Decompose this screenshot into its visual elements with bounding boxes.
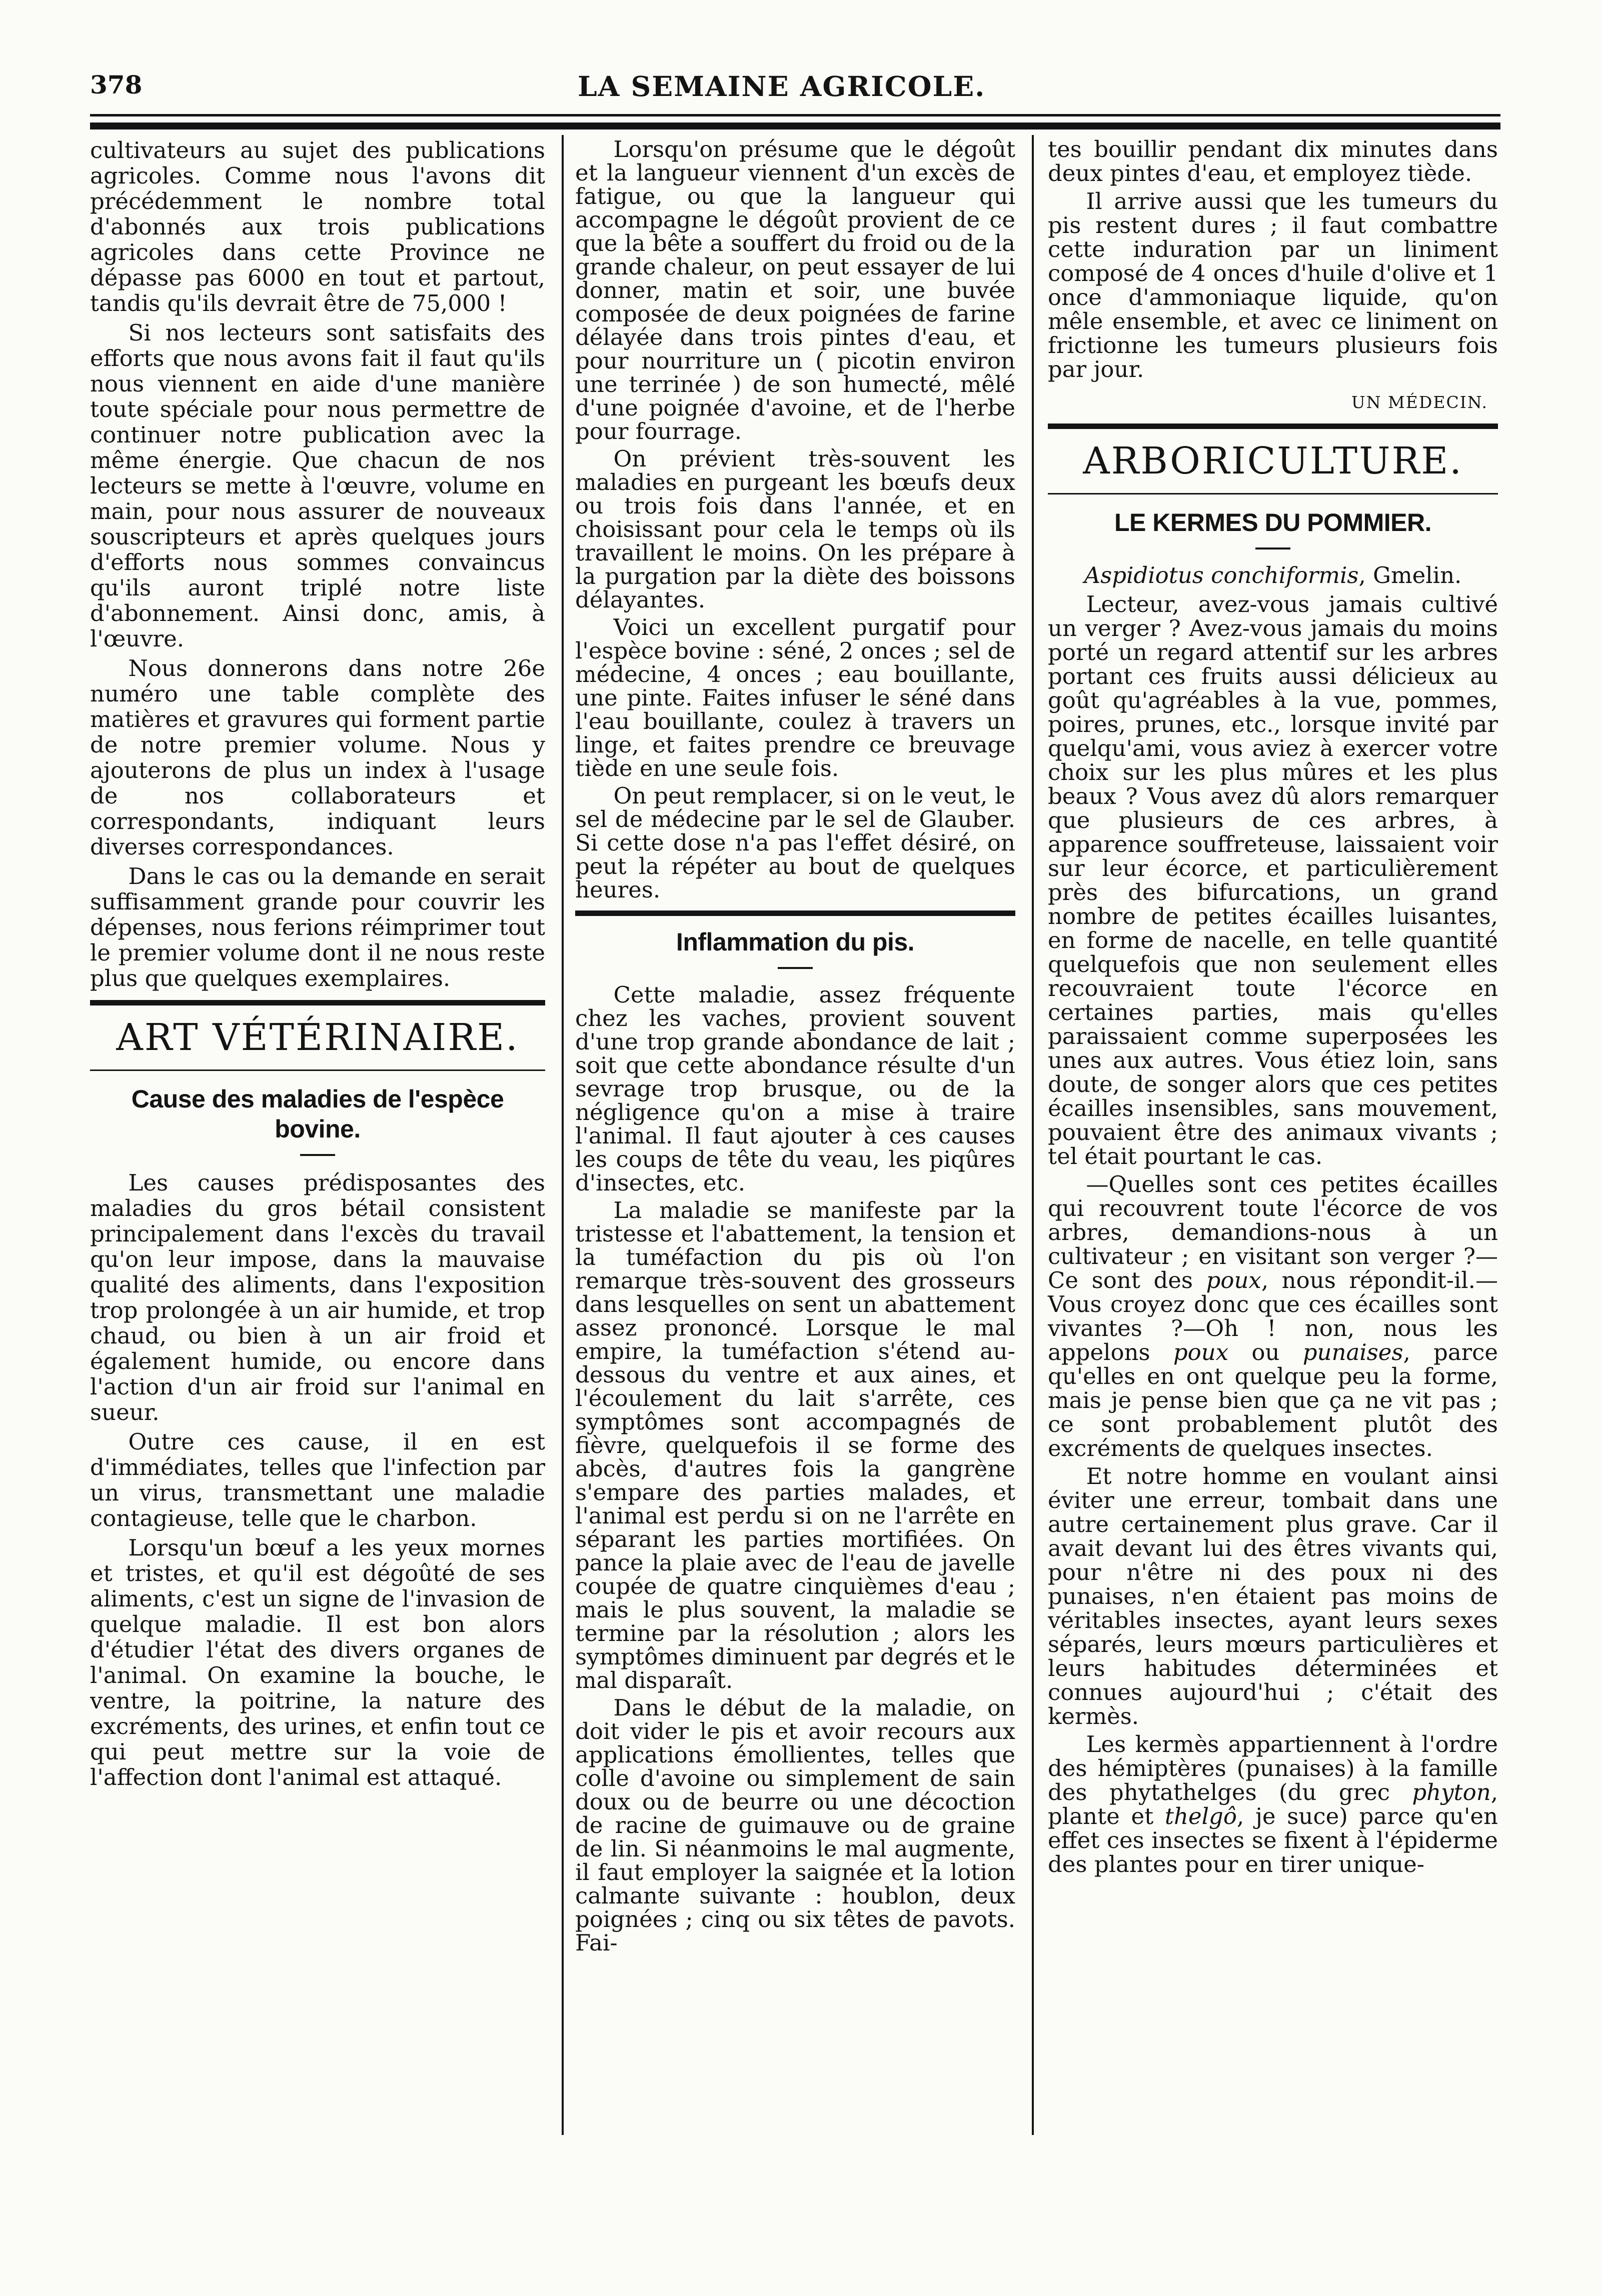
column-rule-left	[562, 135, 564, 2135]
latin-name-line	[1048, 564, 1498, 588]
paragraph: Lorsqu'on présume que le dégoût et la langueur viennent d'un excès de fatigue, ou que la langueur qui accompagne le dégoût provient de ce que la bête a souffert du froid ou de la grande chaleur, on peut essayer de lui donner, matin et soir, une buvée composée de deux poignées de farine délayée dans trois pintes d'eau, et pour nourriture un ( picotin environ une terrinée ) de son humecté, mêlé d'une poignée d'avoine, et de l'herbe pour fourrage.	[575, 136, 1015, 444]
paragraph: Lorsqu'un bœuf a les yeux mornes et tristes, et qu'il est dégoûté de ses aliments, c'est un signe de l'invasion de quelque maladie. Il est bon alors d'étudier l'état des divers organes de l'animal. On examine la bouche, le ventre, la poitrine, la nature des excréments, des urines, et enfin tout ce qui peut mettre sur la voie de l'affection dont l'animal est attaqué.	[90, 1534, 545, 1790]
paragraph: Nous donnerons dans notre 26e numéro une table complète des matières et gravures qui forment partie de notre premier volume. Nous y ajouterons de plus un index à l'usage de nos collaborateurs et correspondants, indiquant leurs diverses correspondances.	[90, 655, 545, 860]
paragraph: Lecteur, avez-vous jamais cultivé un verger ? Avez-vous jamais du moins porté un regard attentif sur les arbres portant ces fruits aussi délicieux au goût qu'agréables à la vue, pommes, poires, prunes, etc., lorsque invité par quelqu'ami, vous aviez à exercer votre choix sur les plus mûres et les plus beaux ? Vous avez dû alors remarquer que plusieurs de ces arbres, à apparence souffreteuse, laissaient voir sur leur écorce, et particulièrement près des bifurcations, un grand nombre de petites écailles luisantes, en forme de nacelle, en telle quantité quelquefois que non seulement elles recouvraient toute l'écorce en certaines parties, mais qu'elles paraissaient comme superposées les unes aux autres. Vous étiez loin, sans doute, de songer alors que ces petites écailles insensibles, sans mouvement, pouvaient être des animaux vivants ; tel était pourtant le cas.	[1048, 591, 1498, 1170]
section-rule	[1048, 493, 1498, 494]
paragraph: Les causes prédisposantes des maladies du gros bétail consistent principalement dans l'excès du travail qu'on leur impose, dans la mauvaise qualité des aliments, dans l'exposition trop prolongée à un air humide, et trop chaud, ou bien à un air froid et également humide, ou encore dans l'action d'un air froid sur l'animal en sueur.	[90, 1170, 545, 1426]
section-rule	[1048, 424, 1498, 429]
column-2	[575, 138, 1015, 1958]
column-rule-right	[1032, 135, 1034, 2135]
section-rule	[90, 1070, 545, 1071]
paragraph: Il arrive aussi que les tumeurs du pis restent dures ; il faut combattre cette induration par un liniment composé de 4 onces d'huile d'olive et 1 once d'ammoniaque liquide, qu'on mêle ensemble, et avec ce liniment on frictionne les tumeurs plusieurs fois par jour.	[1048, 188, 1498, 382]
paragraph: tes bouillir pendant dix minutes dans deux pintes d'eau, et employez tiède.	[1048, 136, 1498, 186]
latin-author: , Gmelin.	[1358, 562, 1462, 588]
paragraph	[1048, 1732, 1498, 1876]
italic-term: phyton	[1412, 1779, 1491, 1806]
column-3	[1048, 138, 1498, 1880]
section-title-arboriculture: ARBORICULTURE.	[1083, 440, 1463, 482]
text-run: , je suce) parce qu'en effet ces insectes se fixent à l'épiderme des plantes pour en tirer unique-	[1048, 1803, 1498, 1878]
paragraph: Voici un excellent purgatif pour l'espèce bovine : séné, 2 onces ; sel de médecine, 4 onces ; eau bouillante, une pinte. Faites infuser le séné dans l'eau bouillante, coulez à travers un linge, et faites prendre ce breuvage tiède en une seule fois.	[575, 614, 1015, 782]
text-run: , parce qu'elles en ont quelque peu la forme, mais je pense bien que ça ne vit pas ; ce sont probablement plutôt des excréments de quelques insectes.	[1048, 1339, 1498, 1462]
dash-separator	[1255, 548, 1290, 550]
article-title-cause-maladies: Cause des maladies de l'espèce bovine.	[131, 1085, 504, 1143]
latin-name: Aspidiotus conchiformis	[1084, 562, 1359, 588]
text-run: , plante et	[1048, 1779, 1498, 1830]
paragraph: cultivateurs au sujet des publications agricoles. Comme nous l'avons dit précédemment le nombre total d'abonnés aux trois publications agricoles dans cette Province ne dépasse pas 6000 en tout et partout, tandis qu'ils devrait être de 75,000 !	[90, 137, 545, 316]
running-head: LA SEMAINE AGRICOLE.	[578, 70, 986, 102]
italic-term: poux	[1206, 1267, 1261, 1294]
paragraph: On peut remplacer, si on le veut, le sel de médecine par le sel de Glauber. Si cette dose n'a pas l'effet désiré, on peut la répéter au bout de quelques heures.	[575, 782, 1015, 903]
paragraph: Dans le début de la maladie, on doit vider le pis et avoir recours aux applications émollientes, telles que colle d'avoine ou simplement de sain doux ou de beurre ou une décoction de racine de guimauve ou de graine de lin. Si néanmoins le mal augmente, il faut employer la saignée et la lotion calmante suivante : houblon, deux poignées ; cinq ou six têtes de pavots. Fai-	[575, 1694, 1015, 1956]
header-rule-thick	[90, 122, 1500, 130]
paragraph: Si nos lecteurs sont satisfaits des efforts que nous avons fait il faut qu'ils nous viennent en aide d'une manière toute spéciale pour nous permettre de continuer notre publication avec la même énergie. Que chacun de nos lecteurs se mette à l'œuvre, volume en main, pour nous assurer de nouveaux souscripteurs et après quelques jours d'efforts nous sommes convaincus qu'ils auront triplé notre liste d'abonnement. Ainsi donc, amis, à l'œuvre.	[90, 320, 545, 652]
column-1	[90, 138, 545, 1794]
paragraph: Et notre homme en voulant ainsi éviter une erreur, tombait dans une autre certainement plus grave. Car il avait devant lui des êtres vivants qui, pour n'être ni des poux ni des punaises, n'en étaient pas moins de véritables insectes, ayant leurs sexes séparés, leurs mœurs particulières et leurs habitudes déterminées et connues aujourd'hui ; c'était des kermès.	[1048, 1463, 1498, 1730]
italic-term: thelgô	[1164, 1803, 1237, 1830]
text-run: ou	[1228, 1339, 1303, 1366]
paragraph: On prévient très-souvent les maladies en purgeant les bœufs deux ou trois fois dans l'année, et en choisissant pour cela le temps où ils travaillent le moins. On les prépare à la purgation par la diète des boissons délayantes.	[575, 446, 1015, 613]
italic-term: poux	[1173, 1339, 1229, 1366]
dash-separator	[300, 1154, 335, 1156]
section-title-art-veterinaire: ART VÉTÉRINAIRE.	[116, 1016, 519, 1059]
text-run: , nous répondit-il.—Vous croyez donc que ces écailles sont vivantes ?—Oh ! non, nous les appelons	[1048, 1267, 1498, 1366]
dash-separator	[778, 967, 813, 969]
paragraph: La maladie se manifeste par la tristesse et l'abattement, la tension et la tuméfaction du pis où l'on remarque très-souvent des grosseurs dans lesquelles on sent un abattement assez prononcé. Lorsque le mal empire, la tuméfaction s'étend au-dessous du ventre et aux aines, et l'écoulement du lait s'arrête, ces symptômes sont accompagnés de fièvre, quelquefois il se forme des abcès, d'autres fois la gangrène s'empare des parties malades, et l'animal est perdu si on ne l'arrête en séparant les parties mortifiées. On pance la plaie avec de l'eau de javelle coupée de quatre cinquièmes d'eau ; mais le plus souvent, la maladie se termine par la résolution ; alors les symptômes diminuent par degrés et le mal disparaît.	[575, 1197, 1015, 1694]
text-run: —Quelles sont ces petites écailles qui recouvrent toute l'écorce de vos arbres, demandions-nous à un cultivateur ; en visitant son verger ?—Ce sont des	[1048, 1171, 1498, 1294]
article-signature: UN MÉDECIN.	[1351, 392, 1488, 412]
page-number: 378	[90, 70, 143, 100]
paragraph: Cette maladie, assez fréquente chez les vaches, provient souvent d'une trop grande abondance de lait ; soit que cette abondance résulte d'un sevrage trop brusque, ou de la négligence qu'on a mise à traire l'animal. Il faut ajouter à ces causes les coups de tête du veau, les piqûres d'insectes, etc.	[575, 982, 1015, 1196]
article-title-kermes: LE KERMES DU POMMIER.	[1114, 508, 1431, 536]
section-rule	[575, 910, 1015, 916]
paragraph: Dans le cas ou la demande en serait suffisamment grande pour couvrir les dépenses, nous ferions réimprimer tout le premier volume dont il ne nous reste plus que quelques exemplaires.	[90, 863, 545, 992]
paragraph	[1048, 1172, 1498, 1460]
text-run: Les kermès appartiennent à l'ordre des hémiptères (punaises) à la famille des phytathelges (du grec	[1048, 1731, 1498, 1806]
section-rule	[90, 1000, 545, 1006]
paragraph: Outre ces cause, il en est d'immédiates, telles que l'infection par un virus, transmettant une maladie contagieuse, telle que le charbon.	[90, 1428, 545, 1532]
italic-term: punaises	[1302, 1339, 1403, 1366]
header-rule-thin	[90, 114, 1500, 116]
article-title-inflammation: Inflammation du pis.	[676, 928, 915, 956]
